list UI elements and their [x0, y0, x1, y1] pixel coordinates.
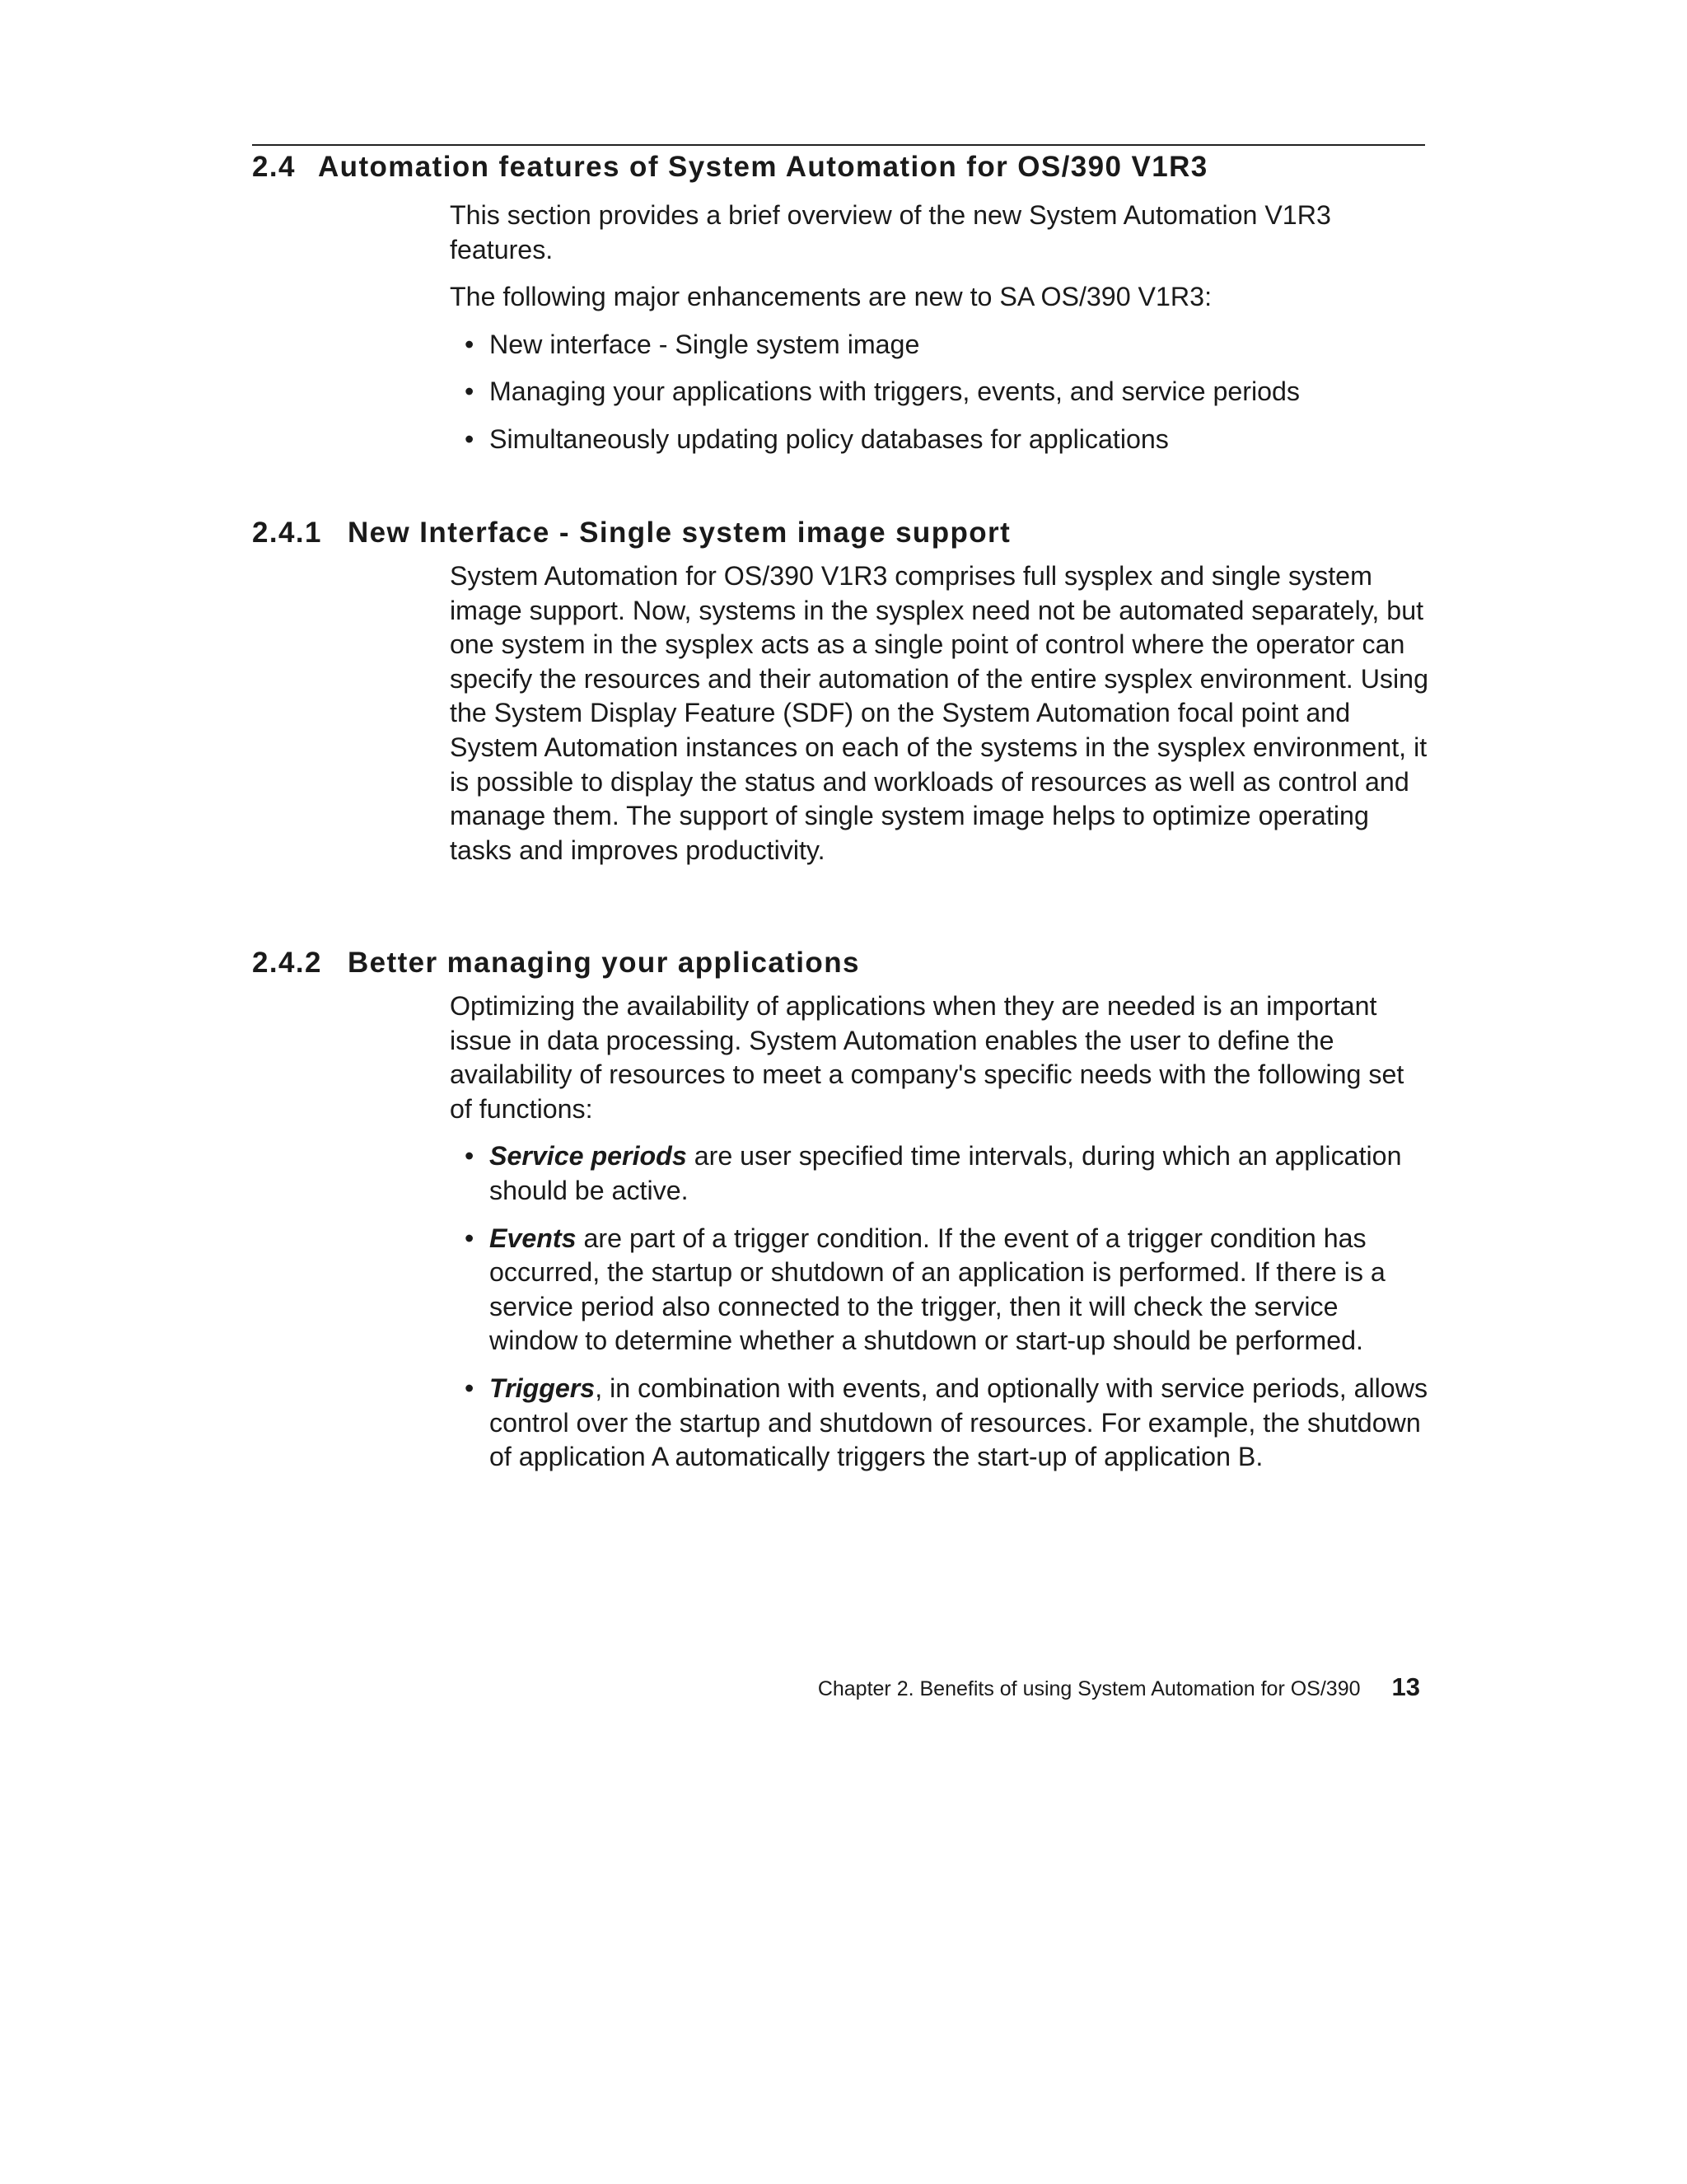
list-item: • Service periods are user specified time intervals, during which an application should be active. [465, 1141, 1402, 1205]
function-list [450, 1139, 1430, 1474]
subsection-title: New Interface - Single system image support [348, 517, 1012, 549]
bullet-icon: • [465, 1223, 474, 1253]
subsection-heading-2 [252, 944, 860, 982]
bullet-icon: • [465, 376, 474, 407]
section-intro: This section provides a brief overview of the new System Automation V1R3 features. [450, 200, 1331, 264]
section-lead: The following major enhancements are new to SA OS/390 V1R3: [450, 282, 1213, 312]
section-rule [252, 144, 1425, 146]
page-number: 13 [1391, 1672, 1420, 1701]
subsection-paragraph: System Automation for OS/390 V1R3 comprises full sysplex and single system image support. Now, systems in the sysplex need not be automated separately, but one system in the sysplex acts as a single point of control where the operator can specify the resources and their automation of the entire sysplex environment. Using the System Display Feature (SDF) on the System Automation focal point and System Automation instances on each of the systems in the sysplex environment, it is possible to display the status and workloads of resources as well as control and manage them. The support of single system image helps to optimize operating tasks and improves productivity. [450, 561, 1428, 865]
section-number: 2.4 [252, 151, 296, 183]
subsection-heading-1 [252, 514, 1011, 552]
page-footer [818, 1672, 1420, 1702]
subsection-body-2 [450, 989, 1430, 1475]
list-item: • Events are part of a trigger condition. If the event of a trigger condition has occurred, the startup or shutdown of an application is performed. If there is a service period also connected to the trigger, then it will check the service window to determine whether a shutdown or start-up should be performed. [465, 1223, 1386, 1356]
bullet-icon: • [465, 423, 474, 454]
section-heading [252, 148, 1208, 186]
section-body [450, 199, 1430, 457]
list-item: • Triggers, in combination with events, and optionally with service periods, allows control over the startup and shutdown of resources. For example, the shutdown of application A automatically triggers the start-up of application B. [465, 1373, 1428, 1472]
bullet-icon: • [465, 1373, 474, 1403]
section-title: Automation features of System Automation for OS/390 V1R3 [318, 151, 1208, 183]
footer-chapter: Chapter 2. Benefits of using System Automation for OS/390 [817, 1677, 1361, 1700]
bullet-icon: • [465, 329, 474, 359]
enhancement-list [450, 328, 1430, 457]
subsection-paragraph: Optimizing the availability of applications when they are needed is an important issue in data processing. System Automation enables the user to define the availability of resources to meet a company's specific needs with the following set of functions: [450, 991, 1404, 1124]
subsection-number: 2.4.2 [252, 947, 322, 979]
list-item: • Managing your applications with triggers, events, and service periods [450, 375, 1430, 409]
subsection-number: 2.4.1 [252, 517, 322, 549]
term: Triggers [489, 1373, 596, 1403]
term: Service periods [489, 1141, 687, 1172]
bullet-icon: • [465, 1141, 474, 1172]
term: Events [489, 1223, 577, 1253]
subsection-body-1 [450, 559, 1430, 868]
list-item: • New interface - Single system image [450, 328, 1430, 362]
list-item: • Simultaneously updating policy databases for applications [450, 423, 1430, 457]
subsection-title: Better managing your applications [348, 947, 860, 979]
